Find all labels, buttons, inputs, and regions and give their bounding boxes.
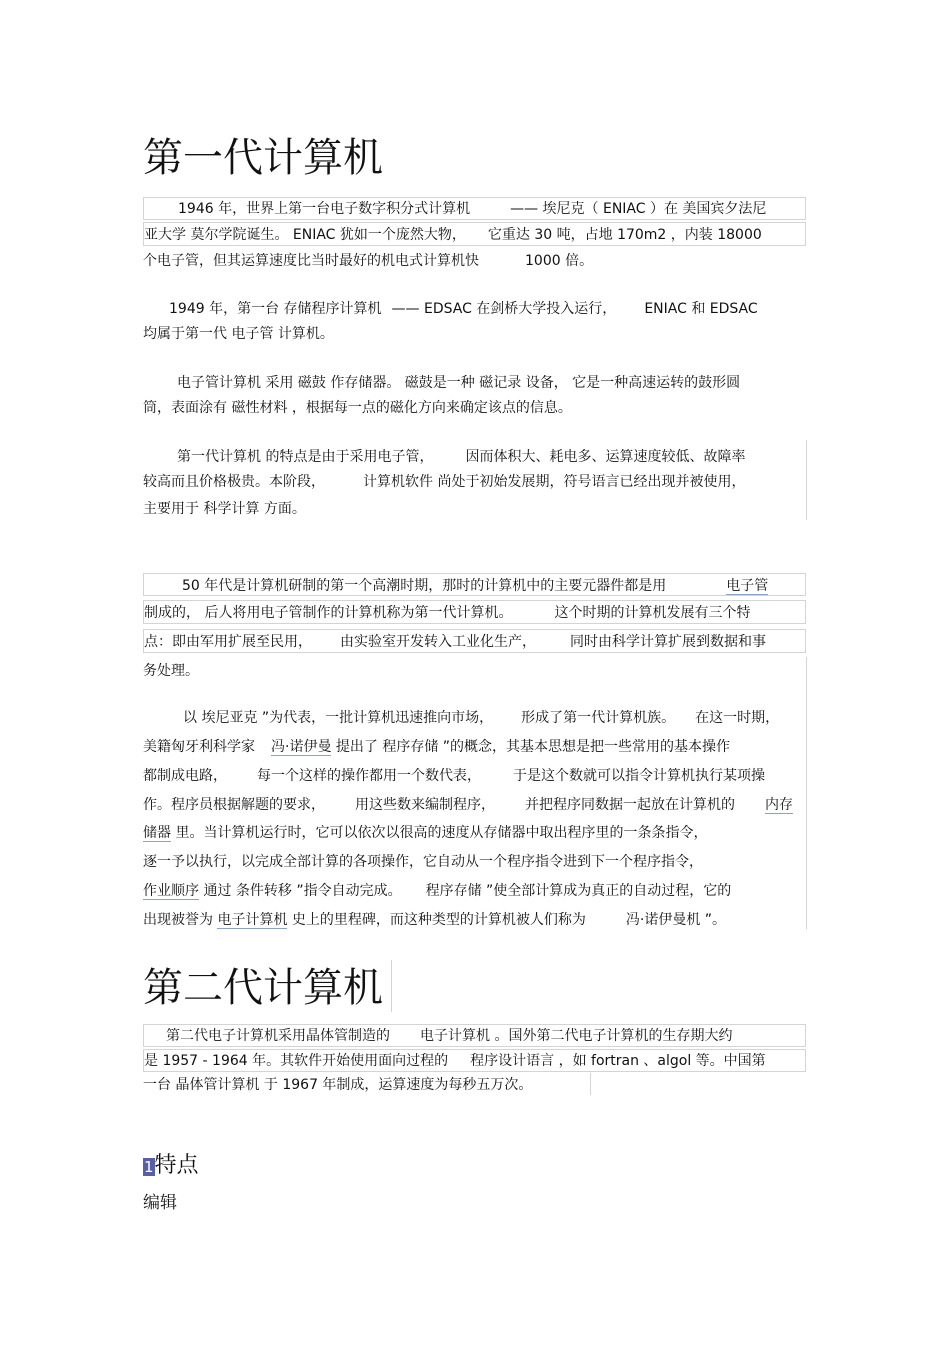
link-memory-cont[interactable]: 储器	[143, 825, 171, 841]
paragraph-line: 电子管计算机 采用 磁鼓 作存储器。 磁鼓是一种 磁记录 设备， 它是一种高速运转的鼓形圆	[177, 375, 741, 391]
paragraph-line: 制成的， 后人将用电子管制作的计算机称为第一代计算机。 这个时期的计算机发展有三个特	[143, 600, 806, 624]
paragraph-line: 出现被誉为 电子计算机 史上的里程碑，而这种类型的计算机被人们称为 冯·诺伊曼机 ”。	[143, 912, 727, 928]
paragraph-line: 点：即由军用扩展至民用， 由实验室开发转入工业化生产， 同时由科学计算扩展到数据和事	[143, 629, 806, 653]
paragraph-line: 主要用于 科学计算 方面。	[143, 501, 306, 517]
section-heading	[143, 1153, 199, 1180]
heading-gen2: 第二代计算机	[143, 965, 383, 1011]
edit-link[interactable]: 编辑	[143, 1193, 177, 1213]
paragraph-line: 逐一予以执行，以完成全部计算的各项操作，它自动从一个程序指令进到下一个程序指令，	[143, 854, 703, 870]
paragraph-line: 个电子管，但其运算速度比当时最好的机电式计算机快 1000 倍。	[143, 253, 594, 269]
paragraph-line: 作。程序员根据解题的要求， 用这些数来编制程序， 并把程序同数据一起放在计算机的 内存	[143, 797, 793, 813]
divider	[391, 960, 392, 1012]
paragraph-line: 都制成电路， 每一个这样的操作都用一个数代表， 于是这个数就可以指令计算机执行某项操	[143, 768, 765, 784]
paragraph-line: 储器 里。当计算机运行时，它可以依次以很高的速度从存储器中取出程序里的一条条指令，	[143, 825, 708, 841]
divider	[806, 657, 807, 929]
heading-gen1: 第一代计算机	[143, 135, 383, 181]
paragraph-line: 是 1957 - 1964 年。其软件开始使用面向过程的 程序设计语言 ，如 fortran 、algol 等。中国第	[143, 1049, 806, 1072]
paragraph-line: 美籍匈牙利科学家 冯·诺伊曼 提出了 程序存储 ”的概念，其基本思想是把一些常用的基本操作	[143, 739, 731, 755]
paragraph-line: 均属于第一代 电子管 计算机。	[143, 326, 334, 342]
section-title: 特点	[154, 1153, 199, 1178]
paragraph-line: 务处理。	[143, 663, 199, 679]
link-memory[interactable]: 内存	[765, 797, 793, 813]
link-job-sequence[interactable]: 作业顺序	[143, 883, 199, 899]
paragraph-line: 作业顺序 通过 条件转移 ”指令自动完成。 程序存储 ”使全部计算成为真正的自动过程，它的	[143, 883, 732, 899]
paragraph-line: 第二代电子计算机采用晶体管制造的 电子计算机 。国外第二代电子计算机的生存期大约	[143, 1024, 806, 1047]
paragraph-line: 一台 晶体管计算机 于 1967 年制成，运算速度为每秒五万次。	[143, 1077, 533, 1093]
paragraph-line: 第一代计算机 的特点是由于采用电子管， 因而体积大、耗电多、运算速度较低、故障率	[177, 449, 746, 465]
paragraph-line: 较高而且价格极贵。本阶段， 计算机软件 尚处于初始发展期，符号语言已经出现并被使用，	[143, 474, 746, 490]
section-number: 1	[144, 1158, 154, 1176]
divider	[806, 440, 807, 520]
link-vacuum-tube[interactable]: 电子管	[726, 578, 769, 594]
paragraph-line: 50 年代是计算机研制的第一个高潮时期，那时的计算机中的主要元器件都是用 电子管	[143, 573, 806, 596]
link-electronic-computer[interactable]: 电子计算机	[217, 912, 288, 928]
paragraph-line: 亚大学 莫尔学院诞生。 ENIAC 犹如一个庞然大物， 它重达 30 吨，占地 170m2 ，内装 18000	[143, 222, 806, 246]
paragraph-line: 以 埃尼亚克 ”为代表，一批计算机迅速推向市场， 形成了第一代计算机族。 在这一时期，	[183, 710, 780, 726]
divider	[590, 1073, 591, 1095]
paragraph-line: 筒，表面涂有 磁性材料 ，根据每一点的磁化方向来确定该点的信息。	[143, 400, 572, 416]
paragraph-line: 1949 年，第一台 存储程序计算机 —— EDSAC 在剑桥大学投入运行， ENIAC 和 EDSAC	[169, 301, 758, 317]
paragraph-line: 1946 年，世界上第一台电子数字积分式计算机 —— 埃尼克（ ENIAC ）在 美国宾夕法尼	[143, 197, 806, 220]
link-von-neumann[interactable]: 冯·诺伊曼	[271, 739, 332, 755]
